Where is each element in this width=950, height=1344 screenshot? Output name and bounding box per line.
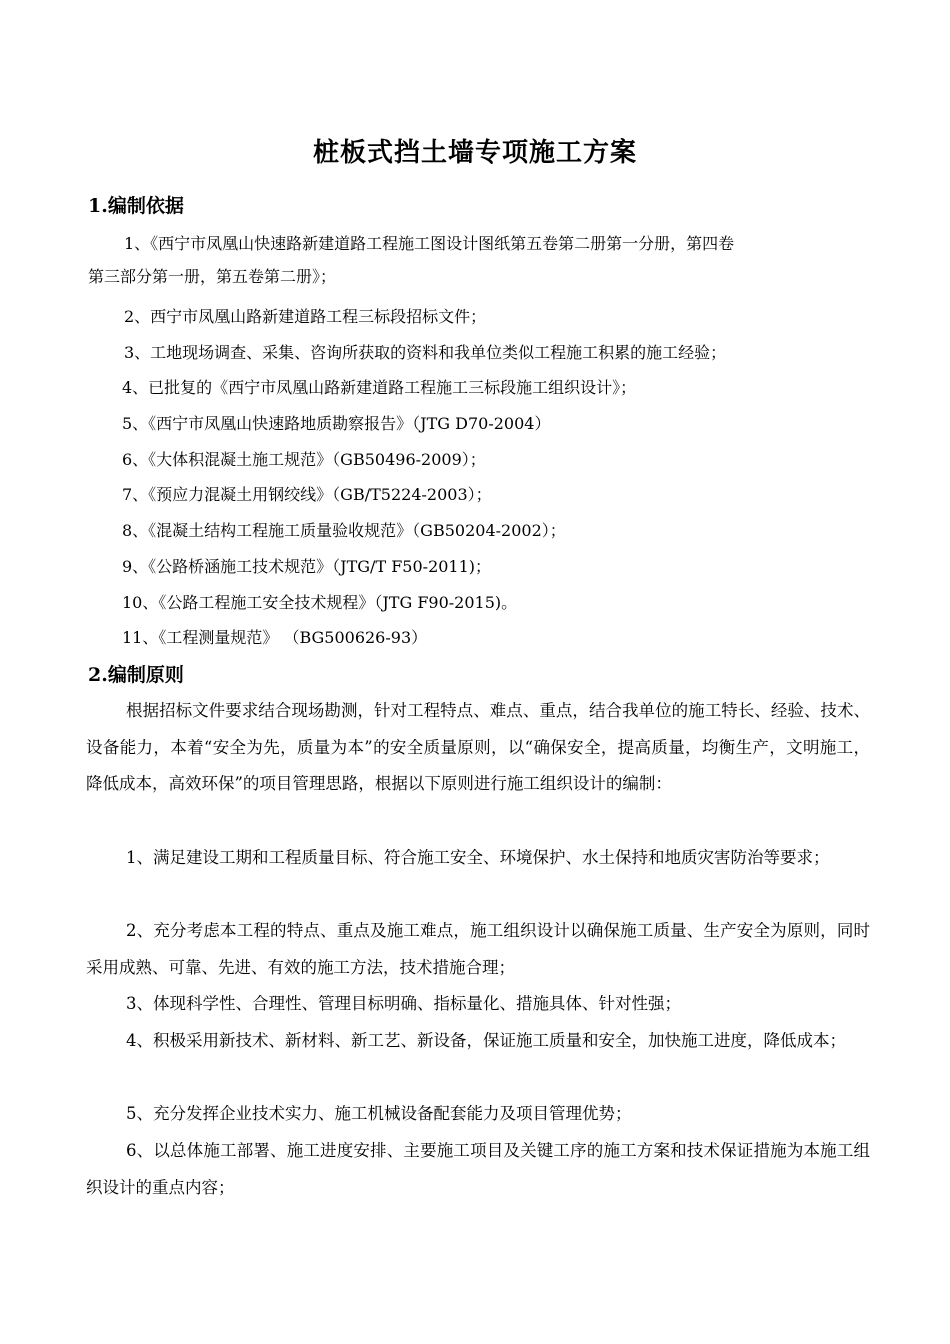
- principle-item-2: 2、充分考虑本工程的特点、重点及施工难点，施工组织设计以确保施工质量、生产安全为原则，同时采用成熟、可靠、先进、有效的施工方法，技术措施合理；: [86, 921, 870, 977]
- basis-item-7: 7、《预应力混凝土用钢绞线》（GB/T5224-2003）；: [122, 485, 492, 504]
- principles-intro: 根据招标文件要求结合现场勘测，针对工程特点、难点、重点，结合我单位的施工特长、经验、技术、设备能力，本着“安全为先，质量为本”的安全质量原则，以“确保安全，提高质量，均衡生产，文明施工，降低成本，高效环保”的项目管理思路，根据以下原则进行施工组织设计的编制：: [86, 701, 870, 793]
- basis-item-3: 3、工地现场调查、采集、咨询所获取的资料和我单位类似工程施工积累的施工经验；: [124, 343, 727, 362]
- basis-item-2: 2、西宁市凤凰山路新建道路工程三标段招标文件；: [124, 307, 487, 326]
- basis-item-5: 5、《西宁市凤凰山快速路地质勘察报告》（JTG D70-2004）: [122, 414, 551, 433]
- basis-item-1-continued: 第三部分第一册，第五卷第二册》；: [88, 267, 337, 286]
- principle-item-6: 6、以总体施工部署、施工进度安排、主要施工项目及关键工序的施工方案和技术保证措施为本施工组织设计的重点内容；: [86, 1141, 870, 1197]
- principle-item-4: 4、积极采用新技术、新材料、新工艺、新设备，保证施工质量和安全，加快施工进度，降低成本；: [126, 1031, 846, 1050]
- basis-item-4: 4、已批复的《西宁市凤凰山路新建道路工程施工三标段施工组织设计》；: [122, 378, 637, 397]
- basis-item-10: 10、《公路工程施工安全技术规程》（JTG F90-2015)。: [122, 593, 518, 612]
- section-heading-principles: 2.编制原则: [88, 664, 184, 686]
- basis-item-11: 11、《工程测量规范》 （BG500626-93）: [122, 628, 428, 647]
- principle-item-1: 1、满足建设工期和工程质量目标、符合施工安全、环境保护、水土保持和地质灾害防治等要求；: [126, 848, 830, 867]
- section-heading-basis: 1.编制依据: [88, 195, 184, 217]
- principle-item-3: 3、体现科学性、合理性、管理目标明确、指标量化、措施具体、针对性强；: [126, 994, 681, 1013]
- basis-item-8: 8、《混凝土结构工程施工质量验收规范》（GB50204-2002）；: [122, 521, 566, 540]
- document-title: 桩板式挡土墙专项施工方案: [312, 138, 637, 168]
- basis-item-1: 1、《西宁市凤凰山快速路新建道路工程施工图设计图纸第五卷第二册第一分册，第四卷: [124, 234, 735, 253]
- basis-item-9: 9、《公路桥涵施工技术规范》（JTG/T F50-2011)；: [122, 557, 492, 576]
- principle-item-5: 5、充分发挥企业技术实力、施工机械设备配套能力及项目管理优势；: [126, 1104, 632, 1123]
- basis-item-6: 6、《大体积混凝土施工规范》（GB50496-2009）；: [122, 450, 486, 469]
